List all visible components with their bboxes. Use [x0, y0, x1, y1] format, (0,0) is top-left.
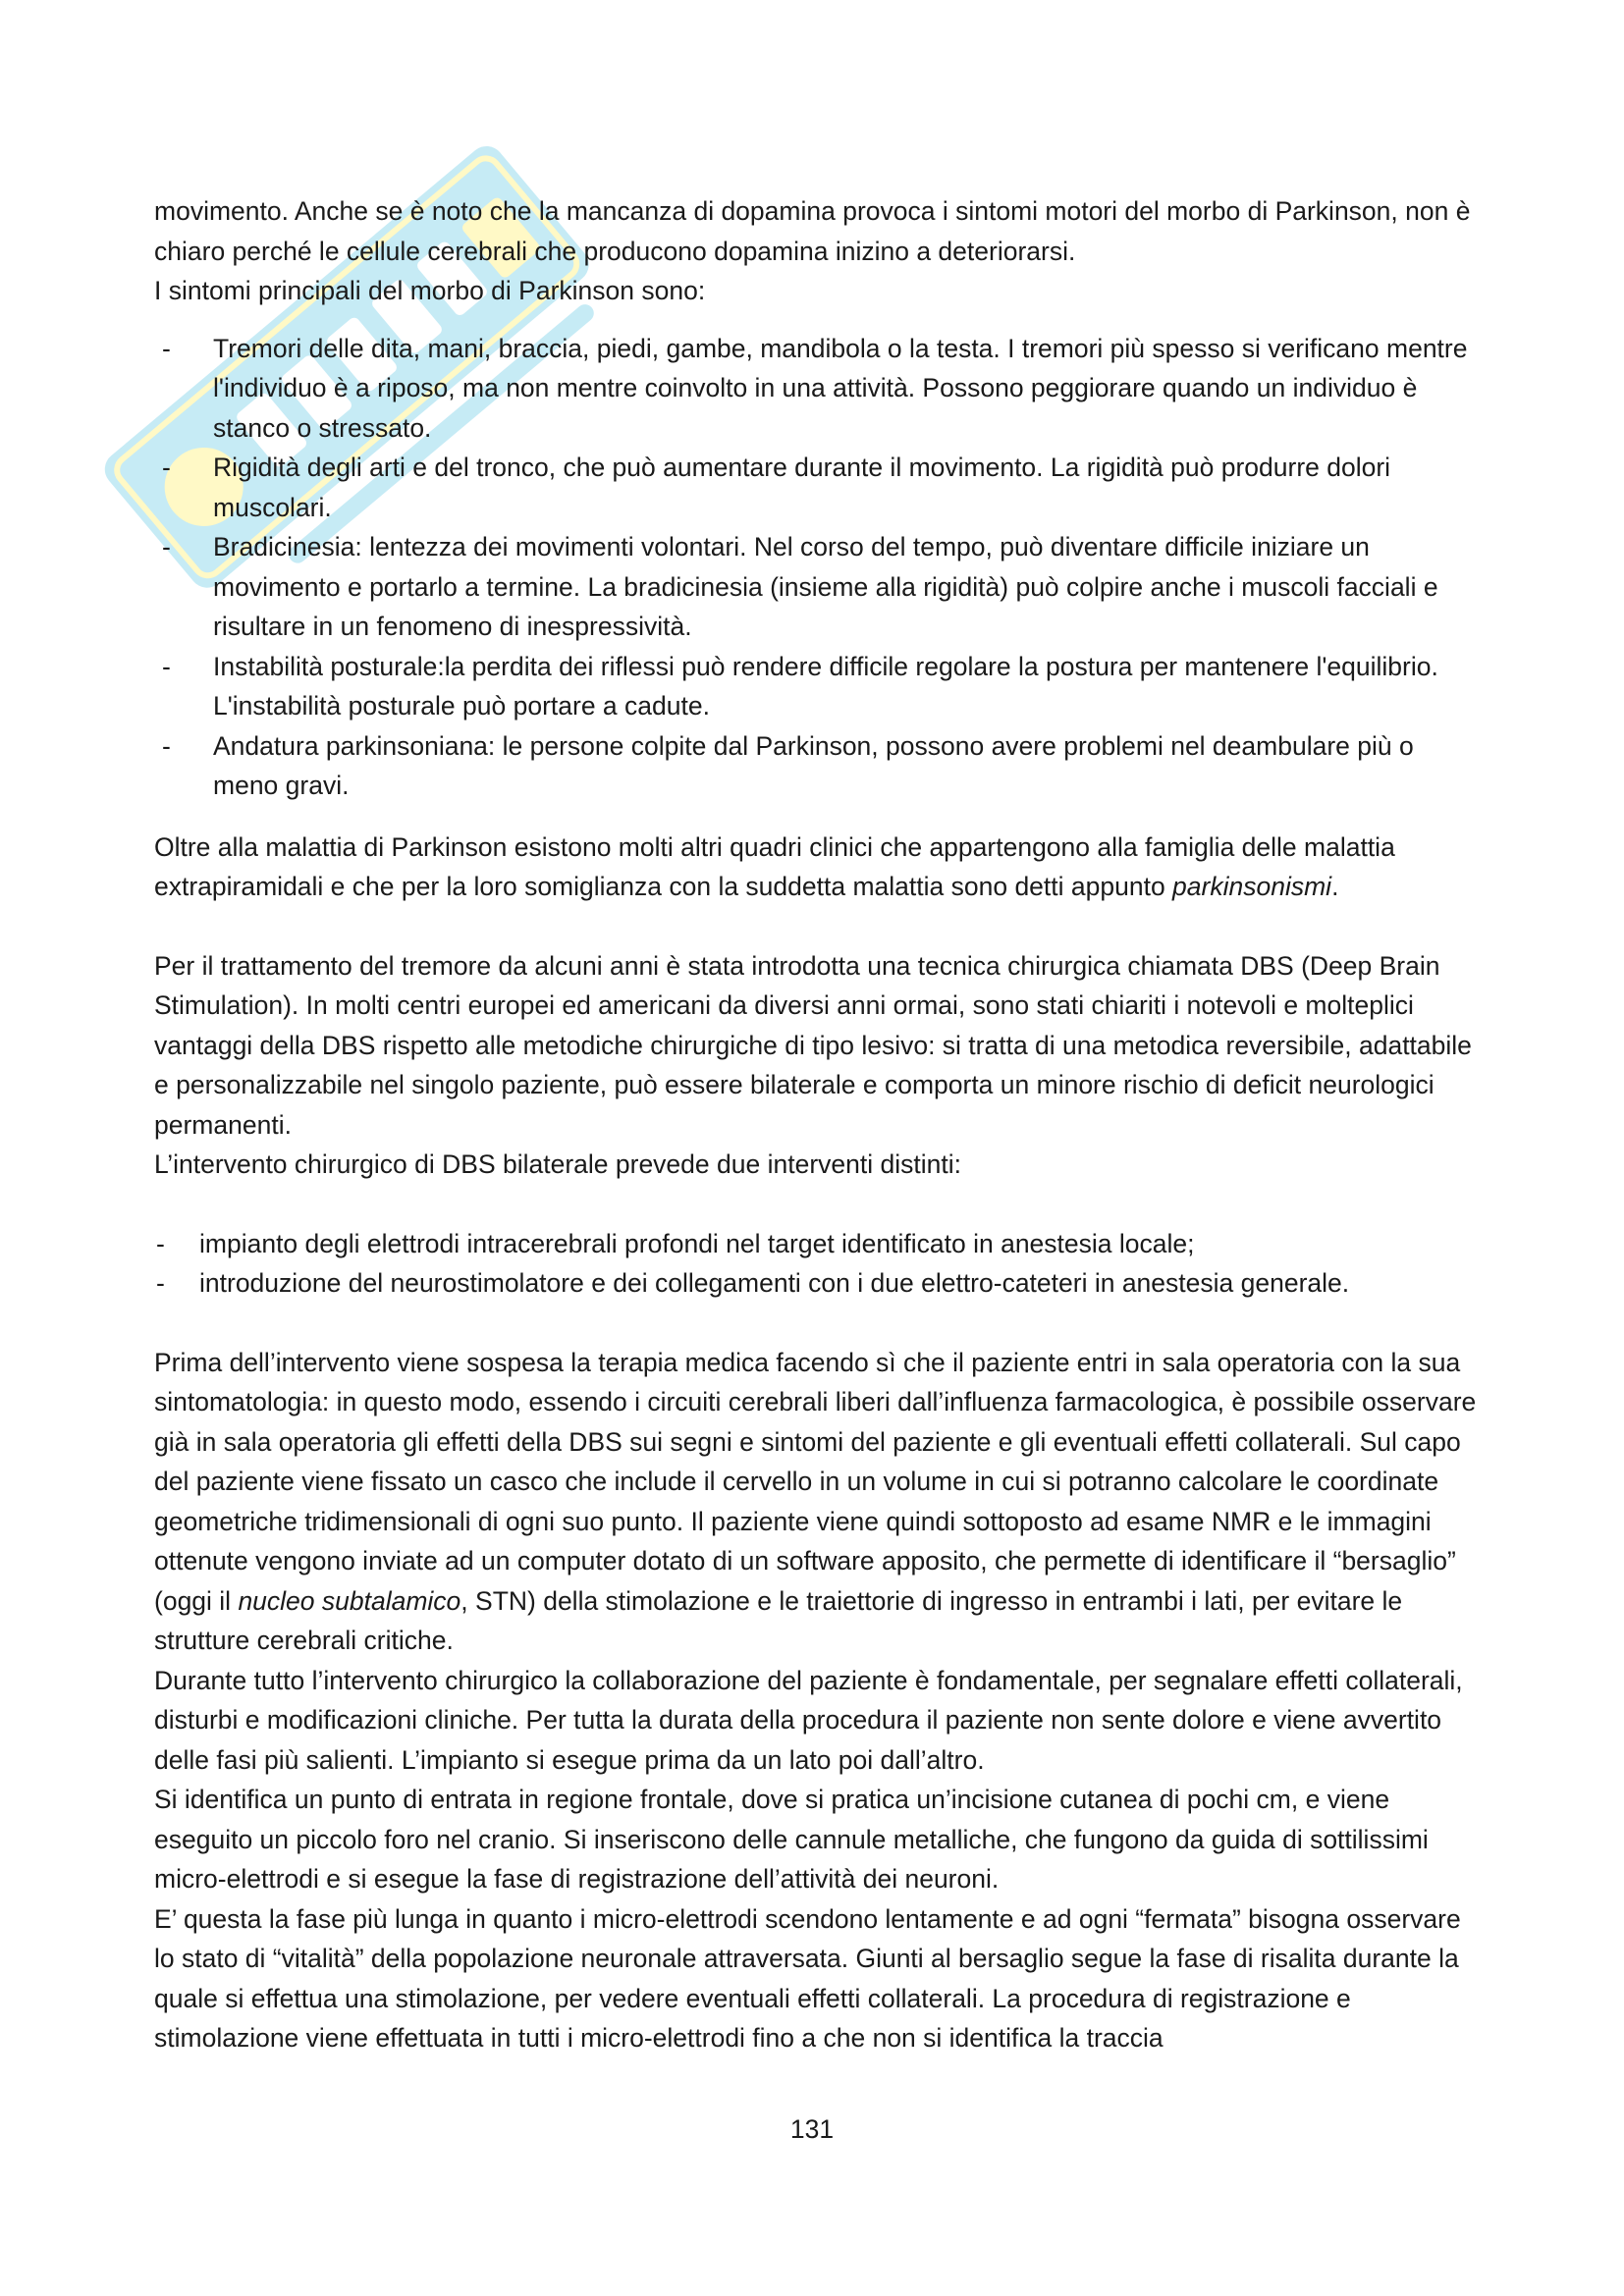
- italic-term: parkinsonismi: [1172, 872, 1332, 901]
- list-dash: -: [162, 453, 171, 482]
- interventions-list: [154, 1224, 1480, 1304]
- list-item: - Rigidità degli arti e del tronco, che può aumentare durante il movimento. La rigidità può produrre dolori muscolari.: [154, 448, 1480, 527]
- paragraph-dbs: Per il trattamento del tremore da alcuni anni è stata introdotta una tecnica chirurgica chiamata DBS (Deep Brain Stimulation). In molti centri europei ed americani da diversi anni ormai, sono stati chiariti i notevoli e molteplici vantaggi della DBS rispetto alle metodiche chirurgiche di tipo lesivo: si tratta di una metodica reversibile, adattabile e personalizzabile nel singolo paziente, può essere bilaterale e comporta un minore rischio di deficit neurologici permanenti.: [154, 950, 1472, 1140]
- paragraph-parkinsonisms: Oltre alla malattia di Parkinson esistono molti altri quadri clinici che appartengono alla famiglia delle malattia extrapiramidali e che per la loro somiglianza con la suddetta malattia sono detti appunto parkinsonismi.: [154, 831, 1395, 901]
- list-dash: -: [156, 1228, 165, 1258]
- paragraph-collaboration: Durante tutto l’intervento chirurgico la collaborazione del paziente è fondamentale, per segnalare effetti collaterali, disturbi e modificazioni cliniche. Per tutta la durata della procedura il paziente non sente dolore e viene avvertito delle fasi più salienti. L’impianto si esegue prima da un lato poi dall’altro.: [154, 1665, 1463, 1775]
- list-dash: -: [162, 333, 171, 363]
- page-number: 131: [789, 2114, 835, 2144]
- list-item: - introduzione del neurostimolatore e dei collegamenti con i due elettro-cateteri in anestesia generale.: [154, 1263, 1480, 1304]
- paragraph-intro: movimento. Anche se è noto che la mancanza di dopamina provoca i sintomi motori del morbo di Parkinson, non è chiaro perché le cellule cerebrali che producono dopamina inizino a deteriorarsi.: [154, 196, 1471, 266]
- document-body: [154, 191, 1480, 2058]
- italic-term: nucleo subtalamico: [238, 1585, 461, 1616]
- paragraph-symptoms-intro: I sintomi principali del morbo di Parkinson sono:: [154, 276, 706, 305]
- paragraph-dbs-interventions: L’intervento chirurgico di DBS bilaterale prevede due interventi distinti:: [154, 1149, 961, 1179]
- paragraph-registration: E’ questa la fase più lunga in quanto i micro-elettrodi scendono lentamente e ad ogni “fermata” bisogna osservare lo stato di “vitalità” della popolazione neuronale attraversata. Giunti al bersaglio segue la fase di risalita durante la quale si effettua una stimolazione, per vedere eventuali effetti collaterali. La procedura di registrazione e stimolazione viene effettuata in tutti i micro-elettrodi fino a che non si identifica la traccia: [154, 1903, 1461, 2053]
- list-item: - impianto degli elettrodi intracerebrali profondi nel target identificato in anestesia locale;: [154, 1224, 1480, 1264]
- list-item: - Bradicinesia: lentezza dei movimenti volontari. Nel corso del tempo, può diventare difficile iniziare un movimento e portarlo a termine. La bradicinesia (insieme alla rigidità) può colpire anche i muscoli facciali e risultare in un fenomeno di inespressività.: [154, 527, 1480, 647]
- paragraph-entry-point: Si identifica un punto di entrata in regione frontale, dove si pratica un’incisione cutanea di pochi cm, e viene eseguito un piccolo foro nel cranio. Si inseriscono delle cannule metalliche, che fungono da guida di sottilissimi micro-elettrodi e si esegue la fase di registrazione dell’attività dei neuroni.: [154, 1785, 1429, 1894]
- symptoms-list: [154, 329, 1480, 806]
- list-item: - Andatura parkinsoniana: le persone colpite dal Parkinson, possono avere problemi nel deambulare più o meno gravi.: [154, 726, 1480, 806]
- list-dash: -: [156, 1268, 165, 1298]
- list-item: - Instabilità posturale:la perdita dei riflessi può rendere difficile regolare la postura per mantenere l'equilibrio. L'instabilità posturale può portare a cadute.: [154, 647, 1480, 726]
- list-item: - Tremori delle dita, mani, braccia, piedi, gambe, mandibola o la testa. I tremori più spesso si verificano mentre l'individuo è a riposo, ma non mentre coinvolto in una attività. Possono peggiorare quando un individuo è stanco o stressato.: [154, 329, 1480, 449]
- list-dash: -: [162, 651, 171, 681]
- list-dash: -: [162, 730, 171, 761]
- list-dash: -: [162, 532, 171, 561]
- paragraph-procedure: Prima dell’intervento viene sospesa la terapia medica facendo sì che il paziente entri in sala operatoria con la sua sintomatologia: in questo modo, essendo i circuiti cerebrali liberi dall’influenza farmacologica, è possibile osservare già in sala operatoria gli effetti della DBS sui segni e sintomi del paziente e gli eventuali effetti collaterali. Sul capo del paziente viene fissato un casco che include il cervello in un volume in cui si potranno calcolare le coordinate geometriche tridimensionali di ogni suo punto. Il paziente viene quindi sottoposto ad esame NMR e le immagini ottenute vengono inviate ad un computer dotato di un software apposito, che permette di identificare il “bersaglio” (oggi il nucleo subtalamico, STN) della stimolazione e le traiettorie di ingresso in entrambi i lati, per evitare le strutture cerebrali critiche.: [154, 1347, 1477, 1655]
